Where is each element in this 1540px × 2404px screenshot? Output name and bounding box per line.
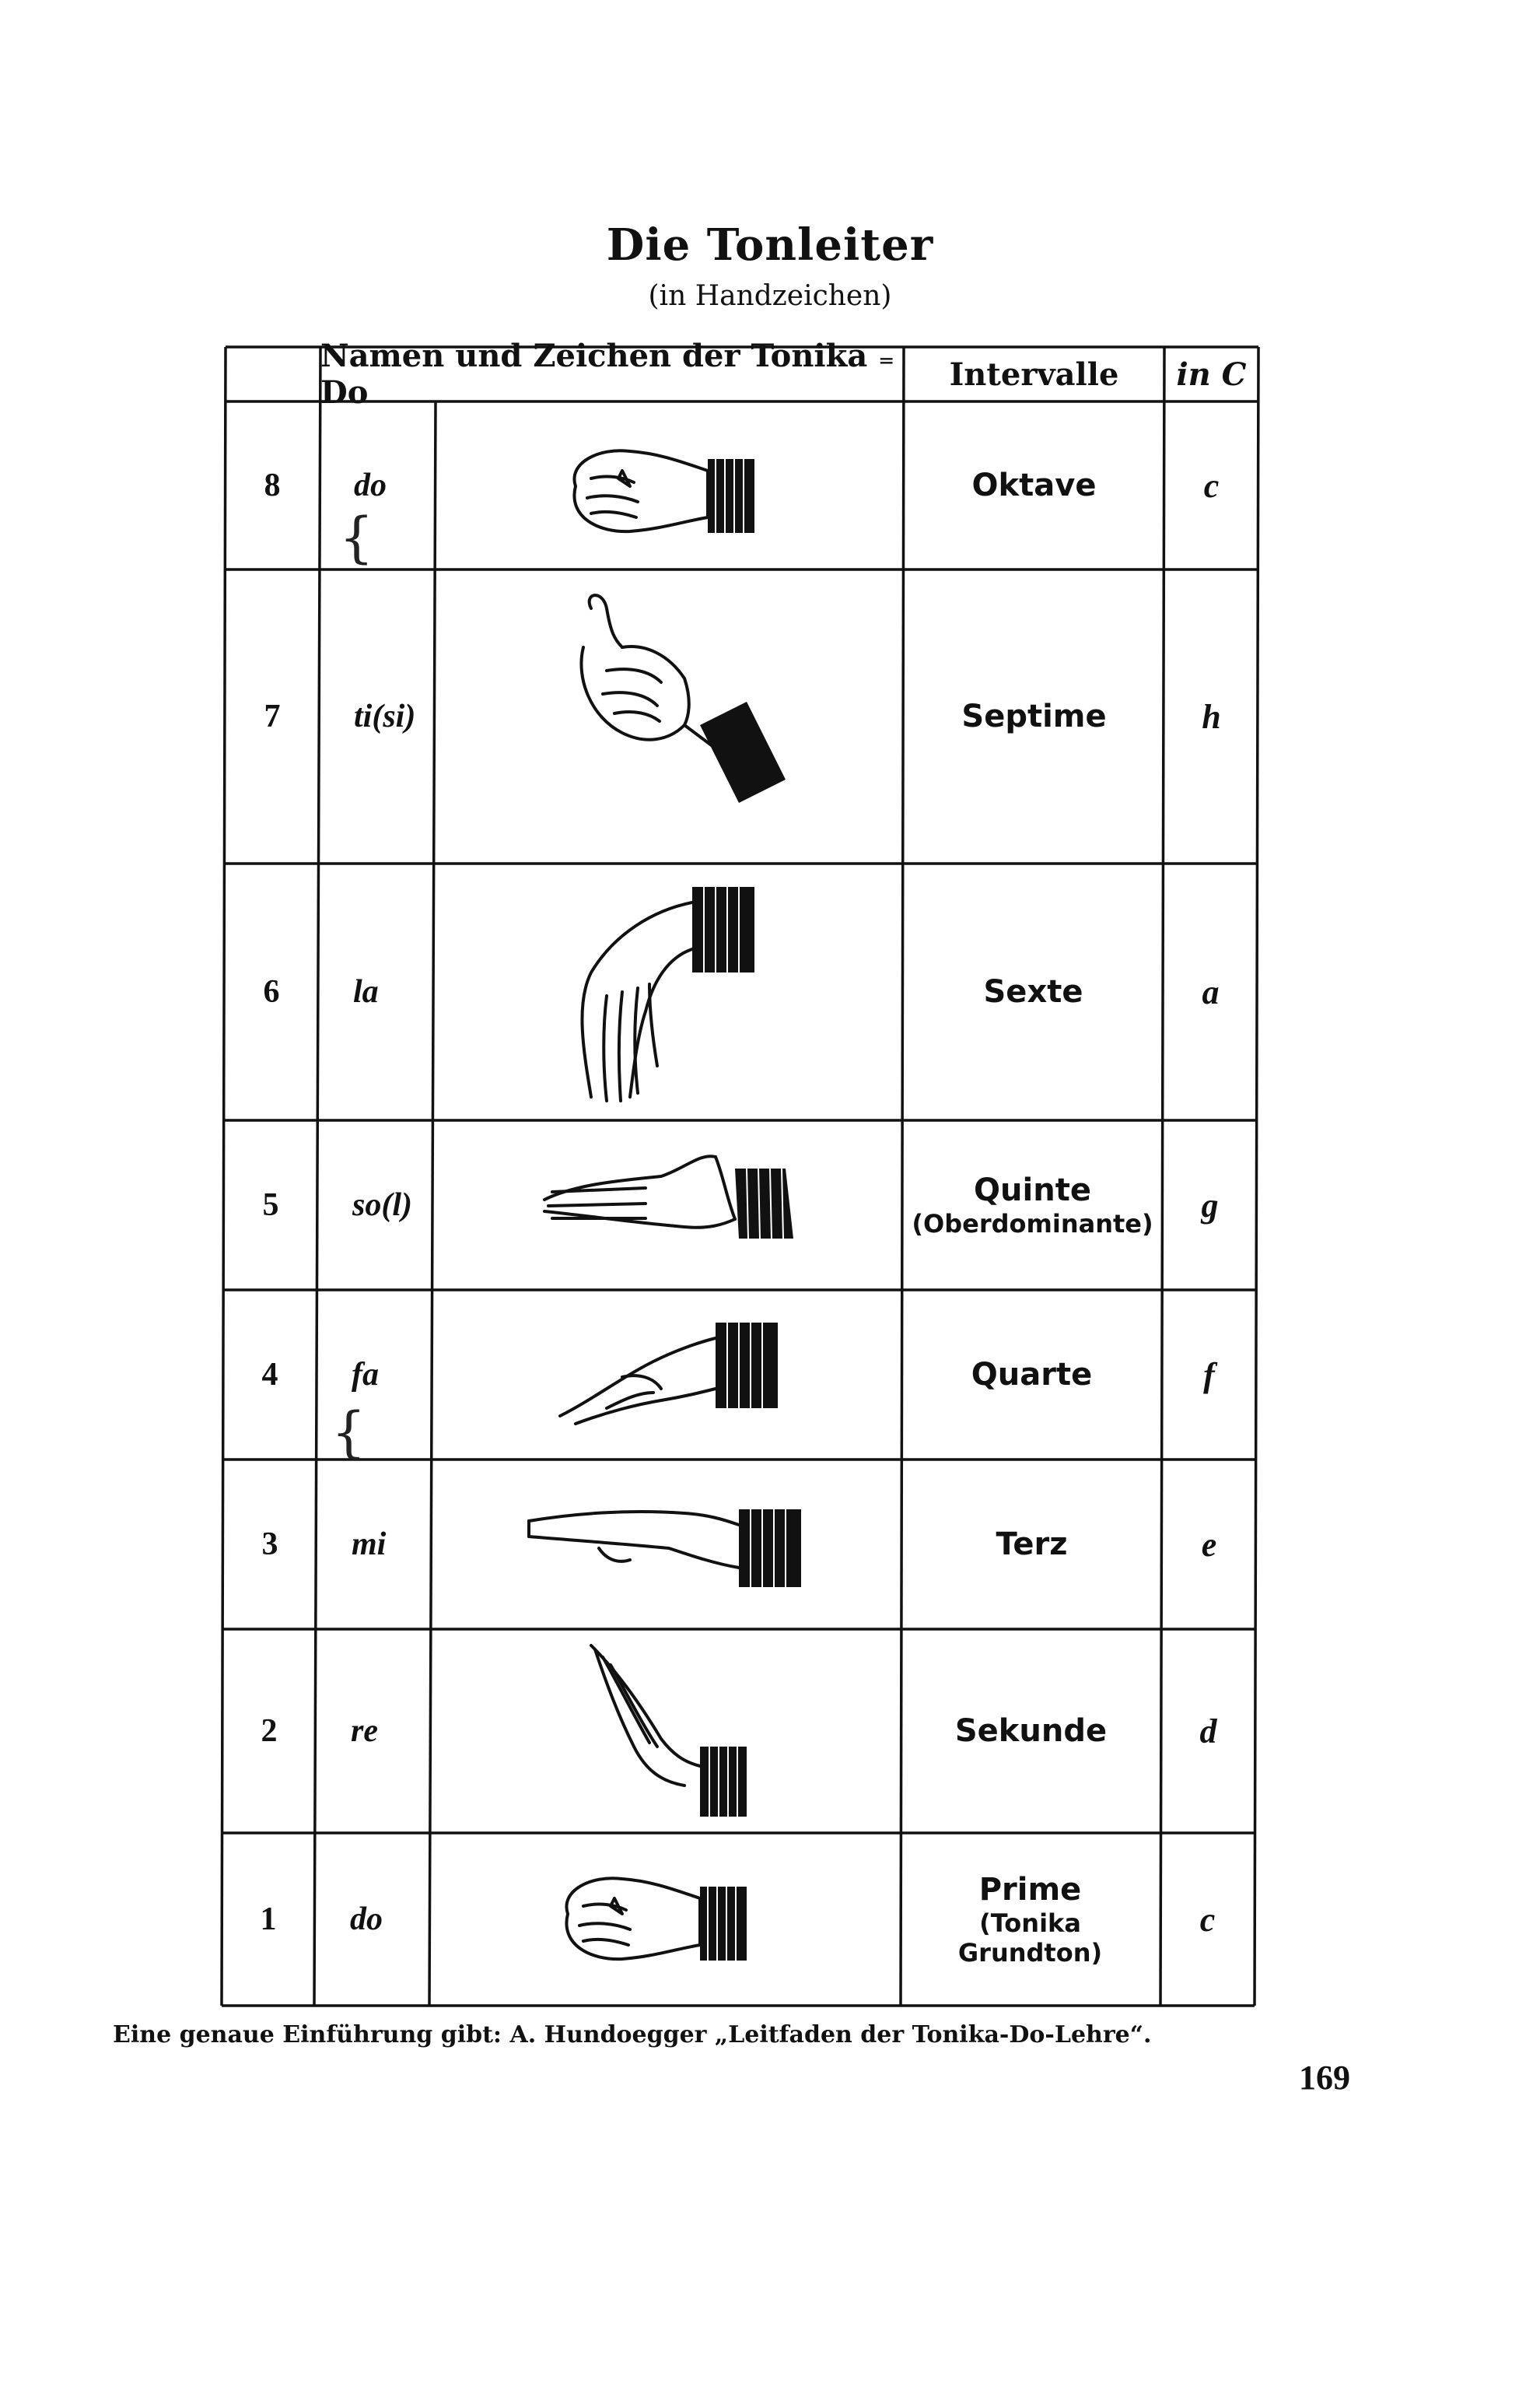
degree-number: 6 <box>263 974 280 1010</box>
half-step-brace: { <box>331 1400 366 1464</box>
hand-sign-do-icon <box>544 432 793 548</box>
page-title: Die Tonleiter <box>606 219 934 271</box>
page-number: 169 <box>1299 2059 1350 2097</box>
solmization-syllable: re <box>351 1713 378 1749</box>
header-intervals: Intervalle <box>949 356 1119 393</box>
interval-sublabel: (Oberdominante) <box>912 1208 1153 1239</box>
degree-number: 5 <box>262 1187 279 1223</box>
degree-number: 4 <box>261 1357 278 1393</box>
header-in-c: in C <box>1176 356 1247 393</box>
solmization-syllable: do <box>354 468 387 503</box>
footnote: Eine genaue Einführung gibt: A. Hundoegger „Leitfaden der Tonika-Do-Lehre“. <box>113 2021 1152 2048</box>
note-in-c: h <box>1202 697 1221 736</box>
note-in-c: c <box>1203 466 1220 505</box>
note-in-c: g <box>1201 1186 1219 1225</box>
interval-name <box>902 1120 1163 1290</box>
interval-name <box>904 569 1164 864</box>
solmization-syllable: la <box>353 974 379 1010</box>
note-in-c: f <box>1203 1355 1215 1394</box>
interval-label: Quarte <box>971 1357 1093 1393</box>
interval-sublabel: (Tonika Grundton) <box>957 1908 1103 1968</box>
interval-name <box>900 1833 1160 2006</box>
hand-sign-la-icon <box>560 879 809 1113</box>
hand-sign-fa-icon <box>544 1315 801 1439</box>
degree-number: 3 <box>261 1526 278 1562</box>
note-in-c: d <box>1199 1712 1217 1750</box>
hand-sign-do-icon <box>537 1859 786 1976</box>
header-names: Namen und Zeichen der Tonika ₌ Do <box>320 338 895 411</box>
solmization-syllable: mi <box>352 1526 387 1562</box>
degree-number: 8 <box>264 468 281 503</box>
hand-sign-re-icon <box>576 1638 762 1824</box>
half-step-brace: { <box>339 506 374 569</box>
note-in-c: e <box>1201 1525 1217 1564</box>
interval-label: Oktave <box>971 468 1097 503</box>
note-in-c: c <box>1199 1900 1216 1939</box>
degree-number: 7 <box>264 699 281 734</box>
solmization-syllable: ti(si) <box>354 699 416 734</box>
solmization-syllable: so(l) <box>352 1187 412 1223</box>
degree-number: 1 <box>260 1901 277 1937</box>
interval-name <box>903 864 1164 1120</box>
interval-label: Terz <box>996 1526 1068 1562</box>
interval-name <box>901 1629 1161 1833</box>
interval-name <box>901 1290 1162 1460</box>
hand-sign-ti-icon <box>560 585 793 834</box>
interval-label: Septime <box>961 699 1107 734</box>
page-subtitle: (in Handzeichen) <box>648 280 892 312</box>
note-in-c: a <box>1202 972 1220 1011</box>
degree-number: 2 <box>261 1713 278 1749</box>
interval-label: Prime <box>978 1871 1082 1908</box>
solmization-syllable: do <box>350 1901 383 1937</box>
interval-label: Sekunde <box>954 1713 1108 1749</box>
solmization-syllable: fa <box>352 1357 379 1393</box>
interval-name <box>901 1460 1162 1629</box>
interval-label: Quinte <box>974 1172 1091 1208</box>
hand-sign-so-icon <box>529 1137 809 1262</box>
interval-name <box>904 401 1164 569</box>
interval-label: Sexte <box>983 974 1083 1010</box>
hand-sign-mi-icon <box>513 1490 824 1599</box>
